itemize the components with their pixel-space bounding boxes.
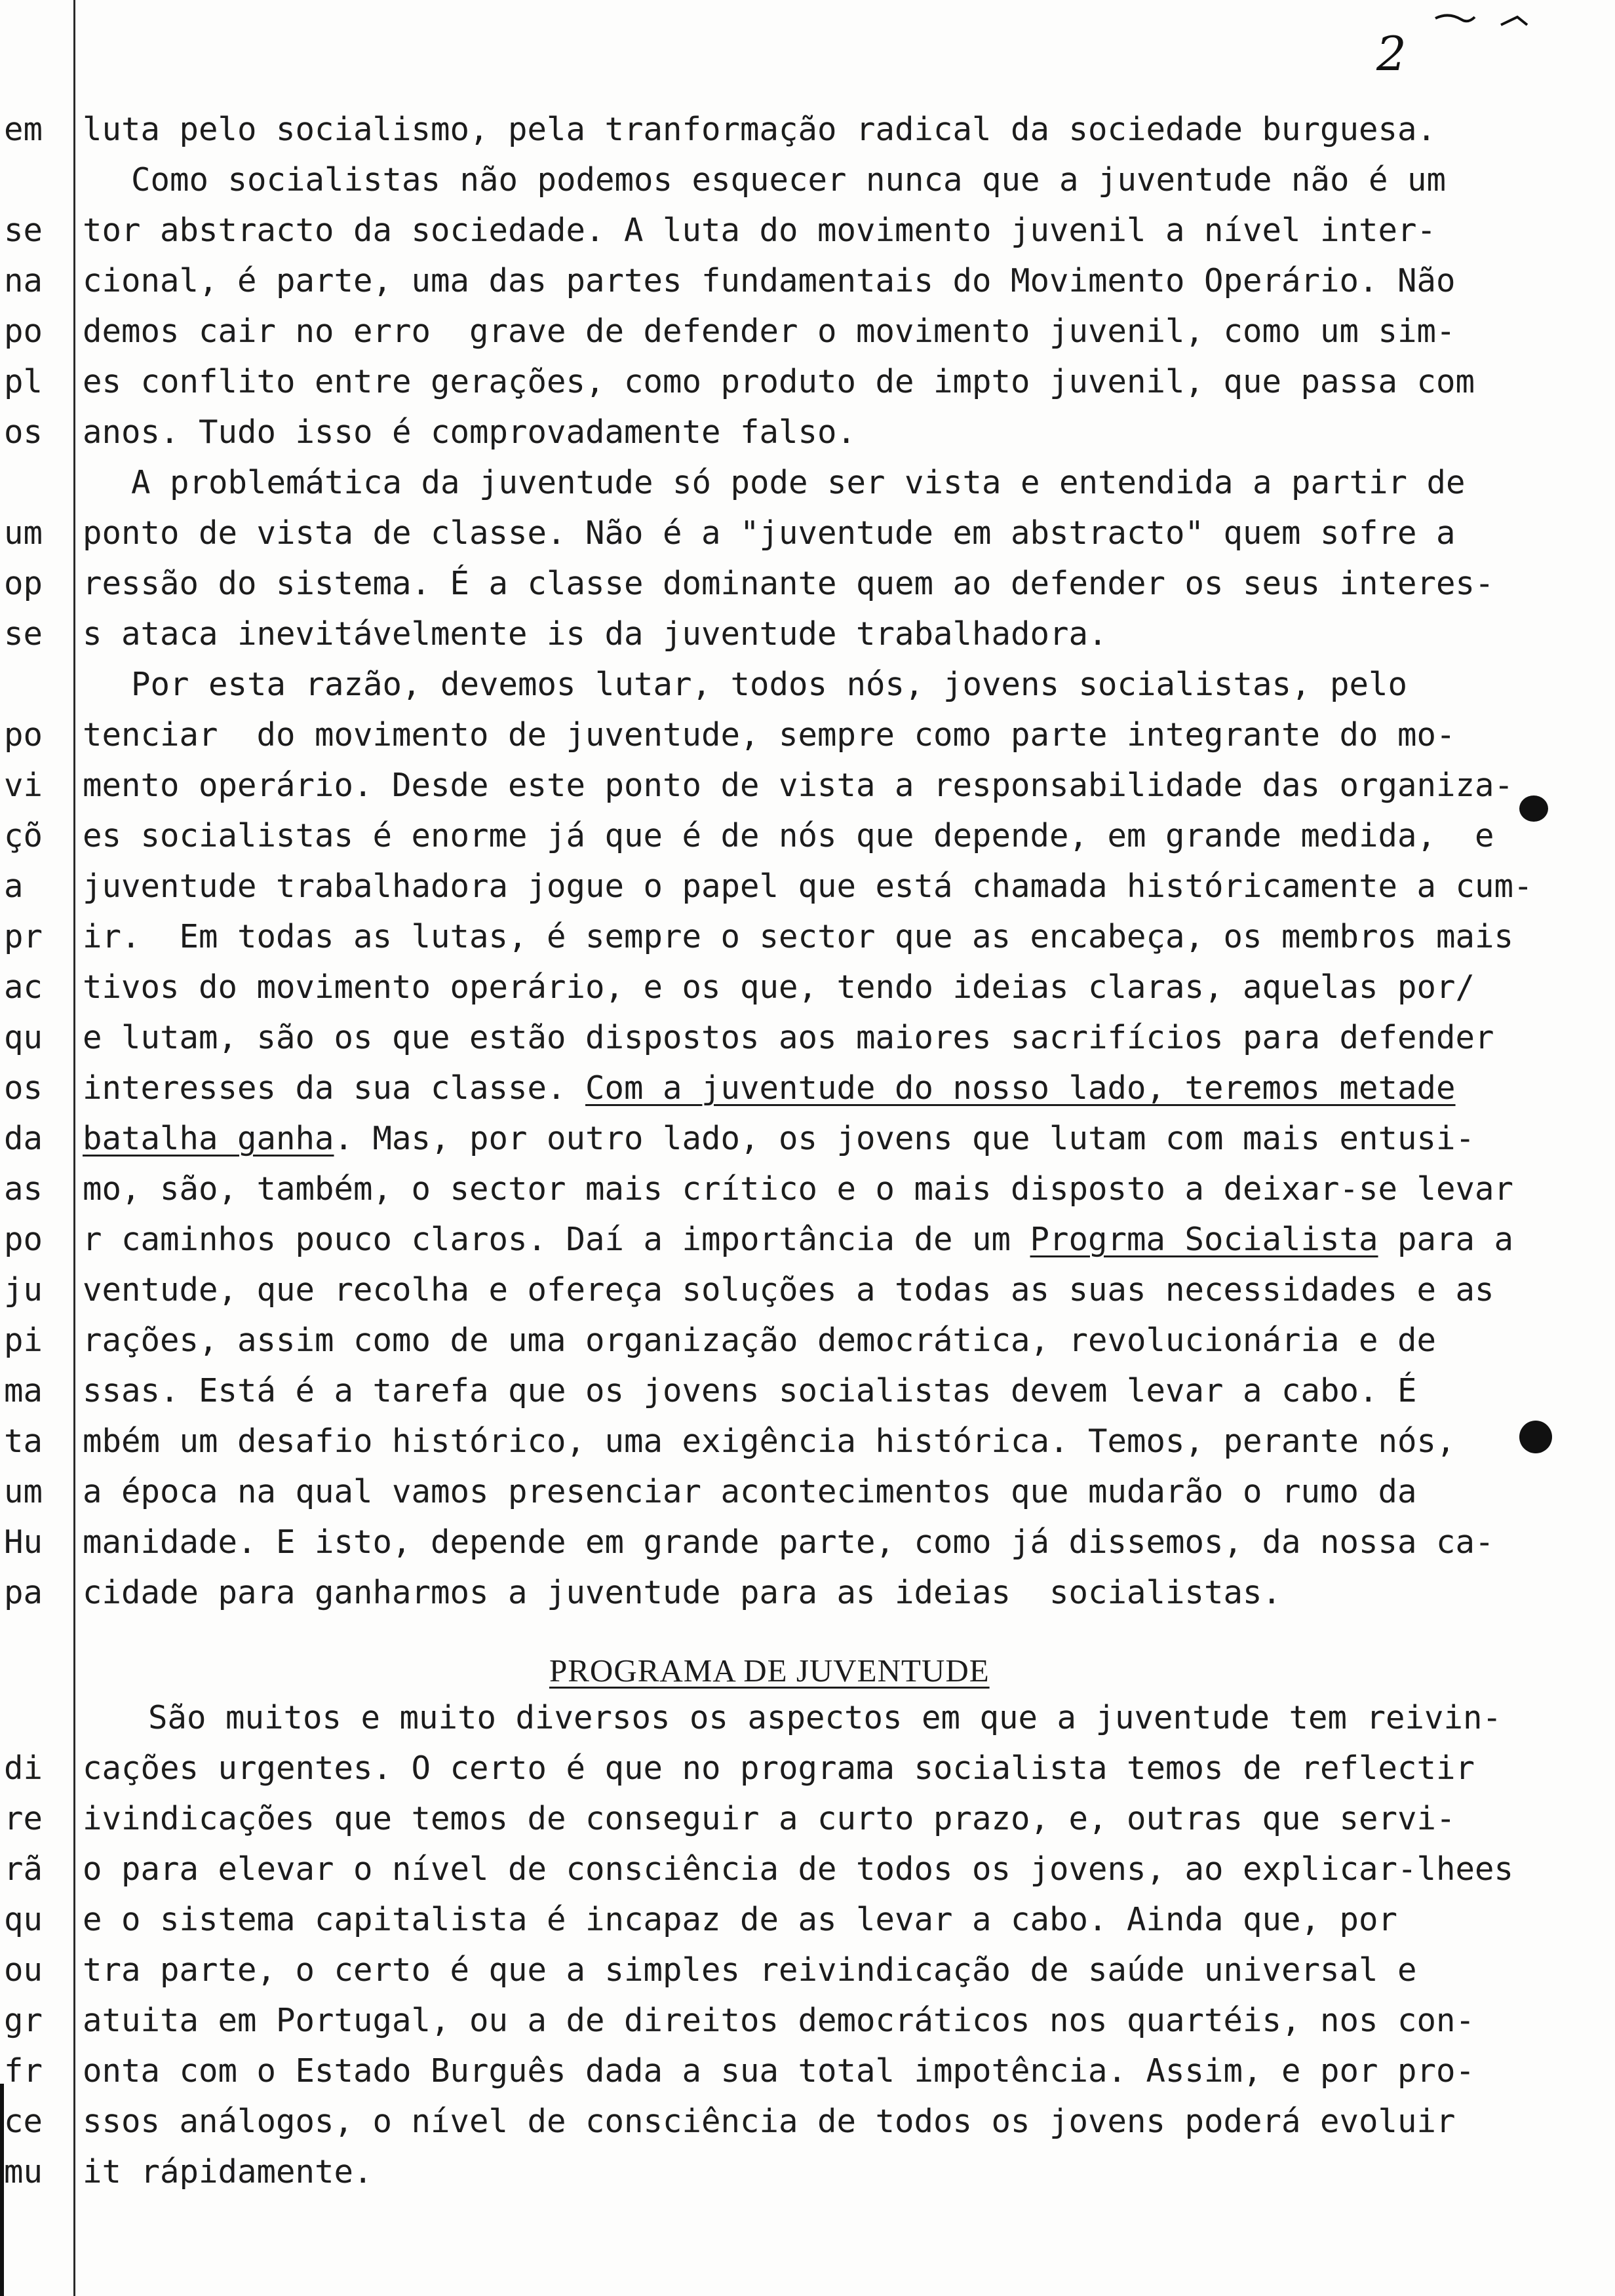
line-text-segment: juventude trabalhadora jogue o papel que está chamada históricamente a cum-: [83, 868, 1533, 905]
ink-blot: [1519, 1421, 1552, 1453]
margin-fragment: os: [4, 1069, 43, 1107]
text-line: [0, 867, 1615, 906]
text-line: [0, 1170, 1615, 1209]
text-line: [0, 362, 1615, 402]
line-text-segment: A problemática da juventude só pode ser vista e entendida a partir de: [131, 464, 1466, 501]
margin-fragment: ac: [4, 968, 43, 1006]
margin-fragment: ou: [4, 1951, 43, 1989]
text-line: [0, 312, 1615, 351]
text-line: [0, 2001, 1615, 2040]
line-text: [83, 2001, 1475, 2040]
text-line: [0, 161, 1615, 200]
text-line: [0, 2102, 1615, 2141]
line-text-segment: Por esta razão, devemos lutar, todos nós, jovens socialistas, pelo: [131, 666, 1408, 703]
line-text-segment: ressão do sistema. É a classe dominante quem ao defender os seus interes-: [83, 565, 1494, 602]
text-line: [0, 917, 1615, 957]
text-line: [0, 1900, 1615, 1940]
margin-fragment: gr: [4, 2002, 43, 2039]
margin-fragment: po: [4, 1221, 43, 1258]
line-text-segment: es socialistas é enorme já que é de nós que depende, em grande medida, e: [83, 817, 1494, 854]
line-text: [131, 665, 1407, 704]
margin-fragment: di: [4, 1750, 43, 1787]
line-text: [83, 1220, 1513, 1259]
line-text: [83, 1900, 1397, 1940]
margin-fragment: mu: [4, 2153, 43, 2191]
line-text-segment: it rápidamente.: [83, 2153, 373, 2191]
line-text: [83, 2052, 1475, 2091]
line-text-segment: tivos do movimento operário, e os que, tendo ideias claras, aquelas por/: [83, 968, 1475, 1006]
line-text-segment: ssas. Está é a tarefa que os jovens socialistas devem levar a cabo. É: [83, 1372, 1417, 1409]
text-line: [0, 1371, 1615, 1411]
text-line: [0, 1951, 1615, 1990]
line-text: [131, 463, 1466, 503]
line-text: [83, 413, 856, 452]
text-line: [0, 261, 1615, 301]
corner-scribble: [1429, 5, 1534, 45]
margin-fragment: op: [4, 565, 43, 602]
margin-fragment: po: [4, 313, 43, 350]
line-text: [83, 1170, 1513, 1209]
text-line: [0, 615, 1615, 654]
line-text: [83, 362, 1475, 402]
line-text-segment: r caminhos pouco claros. Daí a importância de um: [83, 1221, 1030, 1258]
underlined-text: batalha ganha: [83, 1120, 334, 1157]
line-text: [83, 816, 1494, 856]
text-line: [0, 514, 1615, 553]
text-line: [0, 1119, 1615, 1158]
text-line: [0, 816, 1615, 856]
line-text-segment: cações urgentes. O certo é que no programa socialista temos de reflectir: [83, 1750, 1475, 1787]
line-text: [83, 2152, 373, 2192]
line-text-segment: anos. Tudo isso é comprovadamente falso.: [83, 413, 857, 451]
line-text-segment: e lutam, são os que estão dispostos aos maiores sacrifícios para defender: [83, 1019, 1494, 1056]
line-text-segment: cidade para ganharmos a juventude para as ideias socialistas.: [83, 1574, 1282, 1611]
line-text-segment: para a: [1378, 1221, 1514, 1258]
line-text-segment: ir. Em todas as lutas, é sempre o sector que as encabeça, os membros mais: [83, 918, 1514, 955]
text-line: [0, 1069, 1615, 1108]
line-text: [83, 1799, 1456, 1839]
margin-fragment: se: [4, 212, 43, 249]
margin-fragment: po: [4, 716, 43, 754]
line-text: [83, 917, 1513, 957]
line-text: [83, 968, 1475, 1007]
text-line: [0, 413, 1615, 452]
text-line: [0, 110, 1615, 149]
line-text-segment: cional, é parte, uma das partes fundamentais do Movimento Operário. Não: [83, 262, 1456, 299]
text-line: [0, 1472, 1615, 1512]
line-text: [83, 261, 1456, 301]
line-text: [83, 615, 1108, 654]
line-text-segment: o para elevar o nível de consciência de todos os jovens, ao explicar-lhees: [83, 1850, 1514, 1888]
line-text: [83, 514, 1456, 553]
text-line: [0, 1271, 1615, 1310]
line-text-segment: s ataca inevitávelmente is da juventude trabalhadora.: [83, 615, 1108, 653]
line-text: [83, 1371, 1417, 1411]
margin-fragment: se: [4, 615, 43, 653]
line-text: [83, 564, 1494, 603]
line-text: [83, 110, 1436, 149]
section-heading: PROGRAMA DE JUVENTUDE: [549, 1653, 990, 1689]
line-text: [131, 161, 1446, 200]
underlined-text: Progrma Socialista: [1030, 1221, 1378, 1258]
text-line: [0, 1220, 1615, 1259]
line-text: [83, 867, 1533, 906]
margin-fragment: pl: [4, 363, 43, 400]
margin-fragment: vi: [4, 767, 43, 804]
text-line: [0, 1422, 1615, 1461]
margin-fragment: qu: [4, 1019, 43, 1056]
line-text: [83, 1523, 1494, 1562]
line-text-segment: ssos análogos, o nível de consciência de todos os jovens poderá evoluir: [83, 2103, 1456, 2140]
line-text-segment: mbém um desafio histórico, uma exigência histórica. Temos, perante nós,: [83, 1423, 1456, 1460]
line-text: [83, 1573, 1281, 1613]
line-text: [83, 766, 1513, 805]
line-text: [83, 1018, 1494, 1058]
line-text-segment: e o sistema capitalista é incapaz de as levar a cabo. Ainda que, por: [83, 1901, 1398, 1938]
line-text-segment: tor abstracto da sociedade. A luta do movimento juvenil a nível inter-: [83, 212, 1437, 249]
line-text: [83, 312, 1456, 351]
line-text-segment: Como socialistas não podemos esquecer nunca que a juventude não é um: [131, 161, 1447, 199]
page-number: 2: [1376, 26, 1407, 81]
margin-fragment: pi: [4, 1322, 43, 1359]
line-text-segment: ventude, que recolha e ofereça soluções a todas as suas necessidades e as: [83, 1271, 1494, 1309]
margin-fragment: da: [4, 1120, 43, 1157]
line-text-segment: manidade. E isto, depende em grande parte, como já dissemos, da nossa ca-: [83, 1523, 1494, 1561]
margin-fragment: ju: [4, 1271, 43, 1309]
line-text-segment: atuita em Portugal, ou a de direitos democráticos nos quartéis, nos con-: [83, 2002, 1475, 2039]
text-line: [0, 463, 1615, 503]
text-line: [0, 2152, 1615, 2192]
line-text: [83, 1850, 1513, 1889]
margin-fragment: em: [4, 111, 43, 148]
text-line: [0, 1523, 1615, 1562]
text-line: [0, 211, 1615, 250]
text-line: [0, 1698, 1615, 1738]
margin-fragment: pr: [4, 918, 43, 955]
text-line: [0, 1799, 1615, 1839]
line-text: [83, 1069, 1456, 1108]
line-text-segment: onta com o Estado Burguês dada a sua total impotência. Assim, e por pro-: [83, 2052, 1475, 2090]
margin-fragment: as: [4, 1170, 43, 1208]
line-text: [83, 1951, 1417, 1990]
margin-fragment: Hu: [4, 1523, 43, 1561]
text-line: [0, 1573, 1615, 1613]
margin-fragment: um: [4, 514, 43, 552]
margin-fragment: fr: [4, 2052, 43, 2090]
text-line: [0, 1850, 1615, 1889]
text-line: [0, 665, 1615, 704]
margin-fragment: rã: [4, 1850, 43, 1888]
text-line: [0, 716, 1615, 755]
line-text-segment: interesses da sua classe.: [83, 1069, 586, 1107]
margin-fragment: os: [4, 413, 43, 451]
line-text-segment: mento operário. Desde este ponto de vista a responsabilidade das organiza-: [83, 767, 1514, 804]
margin-fragment: ma: [4, 1372, 43, 1409]
text-line: [0, 1321, 1615, 1360]
line-text-segment: demos cair no erro grave de defender o movimento juvenil, como um sim-: [83, 313, 1456, 350]
text-line: [0, 1018, 1615, 1058]
margin-fragment: çõ: [4, 817, 43, 854]
margin-fragment: ta: [4, 1423, 43, 1460]
margin-fragment: um: [4, 1473, 43, 1510]
line-text-segment: mo, são, também, o sector mais crítico e o mais disposto a deixar-se levar: [83, 1170, 1514, 1208]
margin-fragment: na: [4, 262, 43, 299]
line-text-segment: es conflito entre gerações, como produto de impto juvenil, que passa com: [83, 363, 1475, 400]
margin-fragment: qu: [4, 1901, 43, 1938]
text-line: [0, 766, 1615, 805]
line-text: [83, 2102, 1456, 2141]
line-text-segment: ponto de vista de classe. Não é a "juventude em abstracto" quem sofre a: [83, 514, 1456, 552]
line-text: [83, 1119, 1475, 1158]
margin-fragment: a: [4, 868, 24, 905]
text-line: [0, 968, 1615, 1007]
line-text: [83, 1422, 1456, 1461]
line-text-segment: rações, assim como de uma organização democrática, revolucionária e de: [83, 1322, 1437, 1359]
line-text: [83, 1472, 1417, 1512]
margin-fragment: ce: [4, 2103, 43, 2140]
line-text-segment: tra parte, o certo é que a simples reivindicação de saúde universal e: [83, 1951, 1417, 1989]
line-text: [83, 211, 1436, 250]
margin-fragment: pa: [4, 1574, 43, 1611]
text-line: [0, 1749, 1615, 1788]
line-text-segment: São muitos e muito diversos os aspectos em que a juventude tem reivin-: [148, 1699, 1502, 1736]
line-text: [83, 716, 1456, 755]
margin-fragment: re: [4, 1800, 43, 1837]
line-text-segment: ivindicações que temos de conseguir a curto prazo, e, outras que servi-: [83, 1800, 1456, 1837]
line-text: [83, 1321, 1436, 1360]
text-line: [0, 2052, 1615, 2091]
text-line: [0, 564, 1615, 603]
line-text-segment: a época na qual vamos presenciar acontecimentos que mudarão o rumo da: [83, 1473, 1417, 1510]
ink-blot: [1519, 795, 1548, 822]
underlined-text: Com a juventude do nosso lado, teremos metade: [585, 1069, 1456, 1107]
line-text-segment: tenciar do movimento de juventude, sempre como parte integrante do mo-: [83, 716, 1456, 754]
line-text-segment: . Mas, por outro lado, os jovens que lutam com mais entusi-: [334, 1120, 1475, 1157]
line-text: [83, 1271, 1494, 1310]
line-text-segment: luta pelo socialismo, pela tranformação radical da sociedade burguesa.: [83, 111, 1437, 148]
line-text: [148, 1698, 1502, 1738]
line-text: [83, 1749, 1475, 1788]
